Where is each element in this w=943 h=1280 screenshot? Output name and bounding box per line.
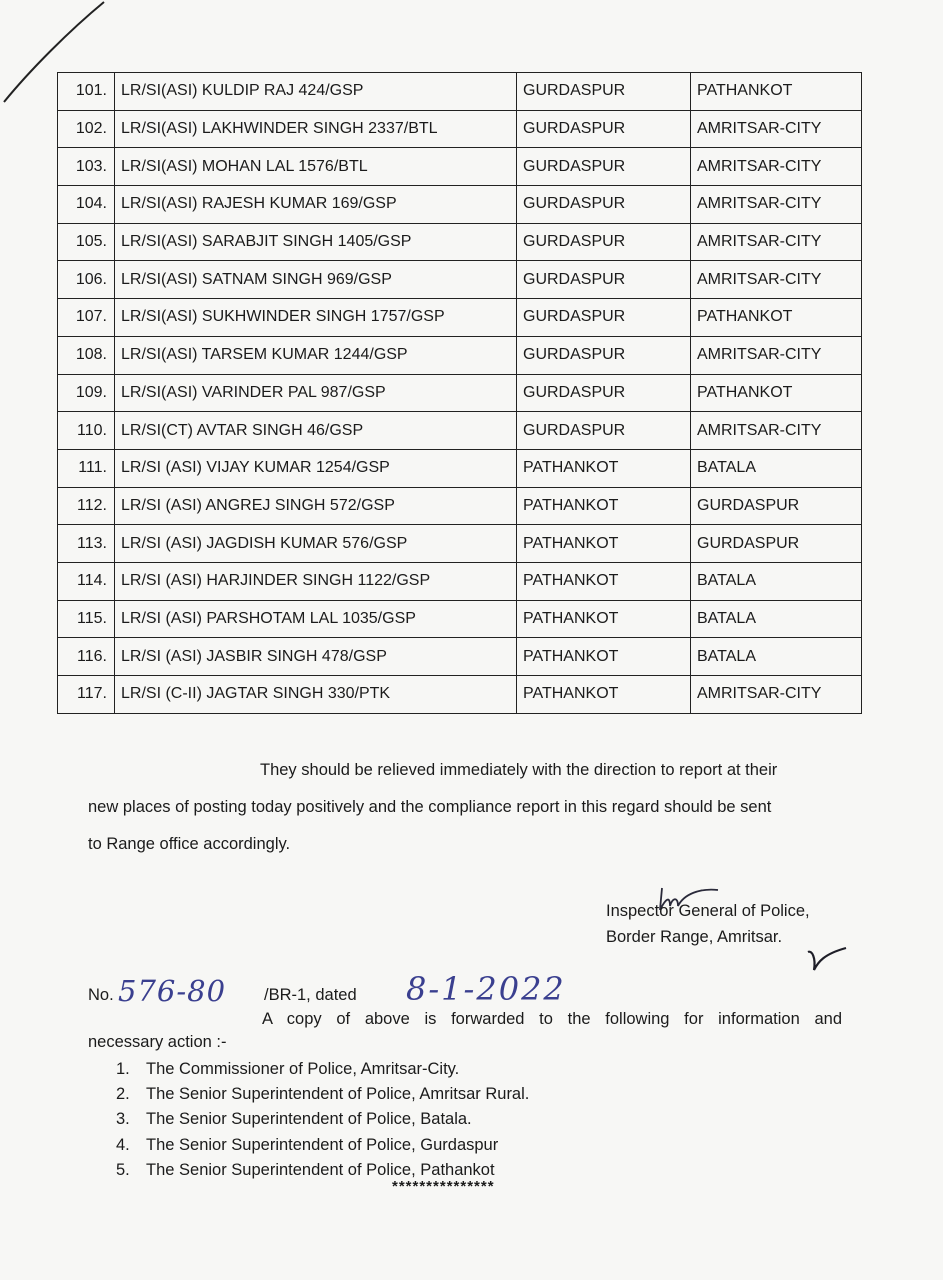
from-district-cell: GURDASPUR xyxy=(517,186,691,224)
to-district-cell: AMRITSAR-CITY xyxy=(691,148,862,186)
table-row xyxy=(58,449,862,487)
directive-line-3: to Range office accordingly. xyxy=(88,835,291,853)
from-district-cell: PATHANKOT xyxy=(517,487,691,525)
officer-cell: LR/SI(ASI) LAKHWINDER SINGH 2337/BTL xyxy=(115,110,517,148)
officer-cell: LR/SI (C-II) JAGTAR SINGH 330/PTK xyxy=(115,676,517,714)
officer-cell: LR/SI(ASI) SUKHWINDER SINGH 1757/GSP xyxy=(115,299,517,337)
to-district-cell: AMRITSAR-CITY xyxy=(691,336,862,374)
table-row xyxy=(58,525,862,563)
officer-cell: LR/SI (ASI) ANGREJ SINGH 572/GSP xyxy=(115,487,517,525)
end-of-document-mark: *************** xyxy=(392,1178,495,1195)
memo-date-handwritten: 8-1-2022 xyxy=(406,970,566,1008)
serial-cell: 117. xyxy=(58,676,115,714)
table-row xyxy=(58,148,862,186)
serial-cell: 107. xyxy=(58,299,115,337)
to-district-cell: BATALA xyxy=(691,562,862,600)
table-row xyxy=(58,261,862,299)
from-district-cell: PATHANKOT xyxy=(517,525,691,563)
table-row xyxy=(58,223,862,261)
forwarding-note xyxy=(88,1008,842,1054)
serial-cell: 116. xyxy=(58,638,115,676)
serial-cell: 105. xyxy=(58,223,115,261)
table-row xyxy=(58,73,862,111)
list-item: 2. The Senior Superintendent of Police, Amritsar Rural. xyxy=(116,1085,530,1104)
table-row xyxy=(58,186,862,224)
forwarding-tail: necessary action :- xyxy=(88,1033,227,1051)
serial-cell: 111. xyxy=(58,449,115,487)
serial-cell: 103. xyxy=(58,148,115,186)
officer-cell: LR/SI (ASI) JAGDISH KUMAR 576/GSP xyxy=(115,525,517,563)
directive-line-1: They should be relieved immediately with the direction to report at their xyxy=(260,761,778,779)
from-district-cell: PATHANKOT xyxy=(517,638,691,676)
from-district-cell: PATHANKOT xyxy=(517,562,691,600)
list-item: 3. The Senior Superintendent of Police, Batala. xyxy=(116,1110,472,1129)
table-row xyxy=(58,638,862,676)
memo-number-handwritten: 576-80 xyxy=(118,974,227,1008)
serial-cell: 108. xyxy=(58,336,115,374)
to-district-cell: AMRITSAR-CITY xyxy=(691,110,862,148)
serial-cell: 109. xyxy=(58,374,115,412)
officer-cell: LR/SI(ASI) TARSEM KUMAR 1244/GSP xyxy=(115,336,517,374)
table-row xyxy=(58,374,862,412)
serial-cell: 112. xyxy=(58,487,115,525)
officer-cell: LR/SI(ASI) KULDIP RAJ 424/GSP xyxy=(115,73,517,111)
to-district-cell: AMRITSAR-CITY xyxy=(691,261,862,299)
forwarding-lead: A copy of above is forwarded to the following for information and xyxy=(262,1010,842,1028)
from-district-cell: GURDASPUR xyxy=(517,299,691,337)
list-item: 4. The Senior Superintendent of Police, Gurdaspur xyxy=(116,1135,499,1154)
table-row xyxy=(58,110,862,148)
officer-cell: LR/SI(ASI) SARABJIT SINGH 1405/GSP xyxy=(115,223,517,261)
from-district-cell: GURDASPUR xyxy=(517,412,691,450)
officer-cell: LR/SI (ASI) VIJAY KUMAR 1254/GSP xyxy=(115,449,517,487)
serial-cell: 102. xyxy=(58,110,115,148)
table-row xyxy=(58,412,862,450)
signatory-title: Inspector General of Police, xyxy=(606,902,810,920)
to-district-cell: AMRITSAR-CITY xyxy=(691,223,862,261)
serial-cell: 113. xyxy=(58,525,115,563)
from-district-cell: PATHANKOT xyxy=(517,449,691,487)
to-district-cell: PATHANKOT xyxy=(691,374,862,412)
from-district-cell: GURDASPUR xyxy=(517,336,691,374)
memo-no-label: No. xyxy=(88,986,114,1004)
officer-cell: LR/SI (ASI) PARSHOTAM LAL 1035/GSP xyxy=(115,600,517,638)
from-district-cell: GURDASPUR xyxy=(517,73,691,111)
to-district-cell: AMRITSAR-CITY xyxy=(691,186,862,224)
to-district-cell: BATALA xyxy=(691,449,862,487)
directive-paragraph xyxy=(88,752,848,863)
initial-tick-mark xyxy=(806,944,850,974)
officer-cell: LR/SI (ASI) HARJINDER SINGH 1122/GSP xyxy=(115,562,517,600)
to-district-cell: GURDASPUR xyxy=(691,487,862,525)
to-district-cell: BATALA xyxy=(691,600,862,638)
serial-cell: 106. xyxy=(58,261,115,299)
officer-cell: LR/SI(ASI) MOHAN LAL 1576/BTL xyxy=(115,148,517,186)
recipient-list xyxy=(116,1057,529,1183)
from-district-cell: PATHANKOT xyxy=(517,600,691,638)
posting-table xyxy=(57,72,862,714)
serial-cell: 115. xyxy=(58,600,115,638)
table-row xyxy=(58,562,862,600)
directive-line-2: new places of posting today positively and the compliance report in this regard should be sent xyxy=(88,798,772,816)
serial-cell: 110. xyxy=(58,412,115,450)
from-district-cell: PATHANKOT xyxy=(517,676,691,714)
table-row xyxy=(58,299,862,337)
officer-cell: LR/SI (ASI) JASBIR SINGH 478/GSP xyxy=(115,638,517,676)
serial-cell: 114. xyxy=(58,562,115,600)
serial-cell: 101. xyxy=(58,73,115,111)
list-item: 1. The Commissioner of Police, Amritsar-City. xyxy=(116,1060,460,1078)
to-district-cell: AMRITSAR-CITY xyxy=(691,676,862,714)
signatory-office: Border Range, Amritsar. xyxy=(606,928,783,946)
to-district-cell: PATHANKOT xyxy=(691,73,862,111)
posting-table-body xyxy=(58,73,862,714)
from-district-cell: GURDASPUR xyxy=(517,261,691,299)
table-row xyxy=(58,600,862,638)
officer-cell: LR/SI(ASI) SATNAM SINGH 969/GSP xyxy=(115,261,517,299)
table-row xyxy=(58,676,862,714)
from-district-cell: GURDASPUR xyxy=(517,110,691,148)
table-row xyxy=(58,336,862,374)
from-district-cell: GURDASPUR xyxy=(517,374,691,412)
table-row xyxy=(58,487,862,525)
serial-cell: 104. xyxy=(58,186,115,224)
from-district-cell: GURDASPUR xyxy=(517,148,691,186)
list-item: 5. The Senior Superintendent of Police, Pathankot xyxy=(116,1160,495,1179)
officer-cell: LR/SI(ASI) VARINDER PAL 987/GSP xyxy=(115,374,517,412)
to-district-cell: AMRITSAR-CITY xyxy=(691,412,862,450)
officer-cell: LR/SI(CT) AVTAR SINGH 46/GSP xyxy=(115,412,517,450)
to-district-cell: PATHANKOT xyxy=(691,299,862,337)
signature-block xyxy=(606,898,810,950)
officer-cell: LR/SI(ASI) RAJESH KUMAR 169/GSP xyxy=(115,186,517,224)
to-district-cell: GURDASPUR xyxy=(691,525,862,563)
from-district-cell: GURDASPUR xyxy=(517,223,691,261)
to-district-cell: BATALA xyxy=(691,638,862,676)
memo-branch-label: /BR-1, dated xyxy=(264,986,357,1004)
